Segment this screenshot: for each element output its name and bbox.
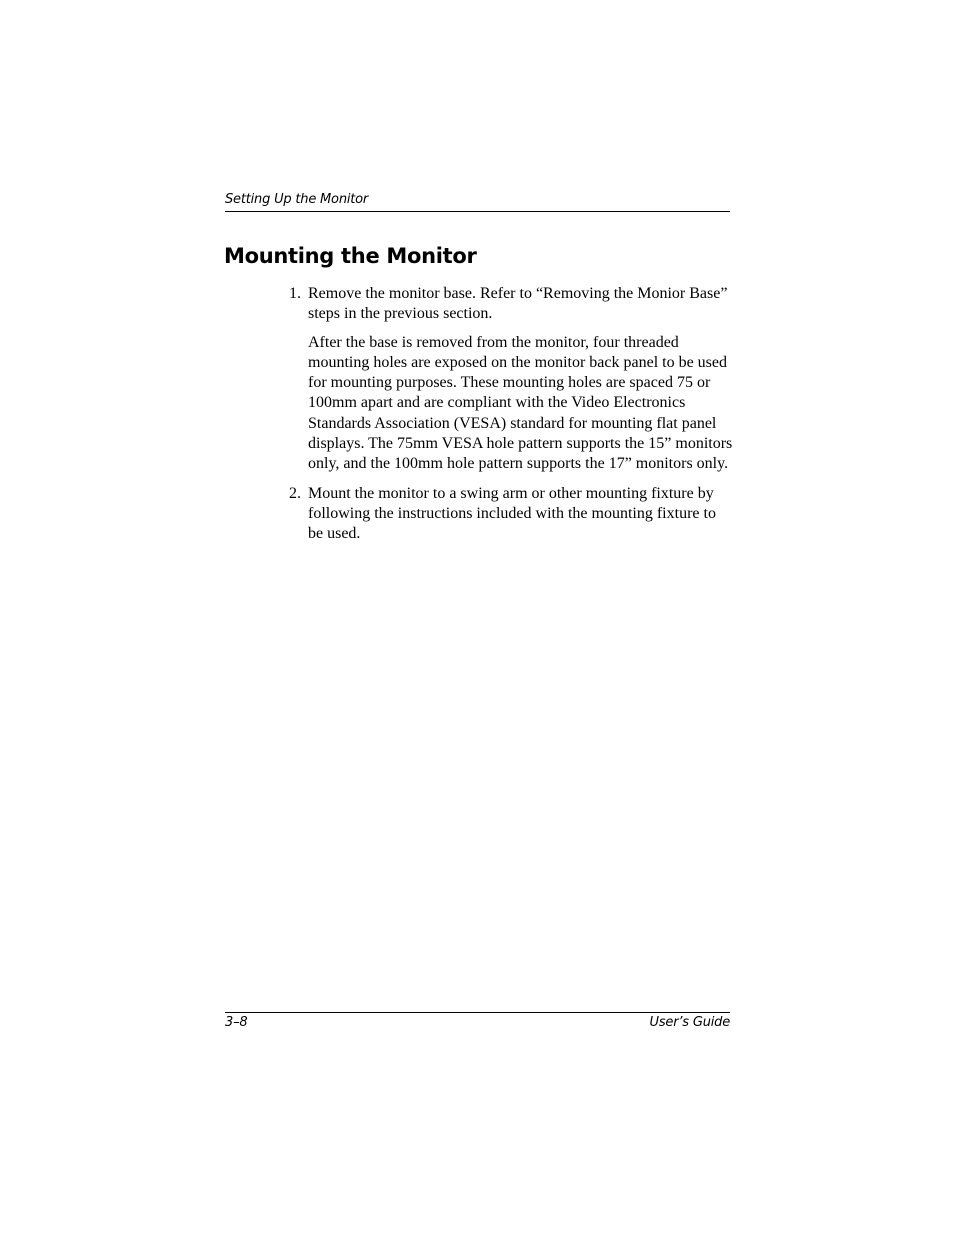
guide-title: User’s Guide: [649, 1015, 730, 1030]
step-number: 2.: [289, 484, 301, 502]
running-footer: [225, 1012, 730, 1034]
running-header: [225, 191, 730, 212]
step-1-instruction: Remove the monitor base. Refer to “Removing the Monior Base” steps in the previous section.: [308, 285, 728, 323]
step-2-instruction: Mount the monitor to a swing arm or other mounting fixture by following the instructions included with the mounting fixture to be used.: [308, 484, 716, 543]
step-number: 1.: [289, 285, 301, 302]
section-title: Mounting the Monitor: [224, 244, 477, 268]
running-header-title: Setting Up the Monitor: [225, 192, 369, 207]
step-1-explanation: After the base is removed from the monitor, four threaded mounting holes are exposed on the monitor back panel to be used for mounting purposes. These mounting holes are spaced 75 or 100mm apart and are compliant with the Video Electronics Standards Association (VESA) standard for mounting flat panel displays. The 75mm VESA hole pattern supports the 15” monitors only, and the 100mm hole pattern supports the 17” monitors only.: [308, 333, 733, 473]
steps-list: [289, 284, 733, 545]
page-number: 3–8: [225, 1015, 248, 1030]
step-2: [289, 484, 733, 545]
step-1: [289, 284, 733, 475]
